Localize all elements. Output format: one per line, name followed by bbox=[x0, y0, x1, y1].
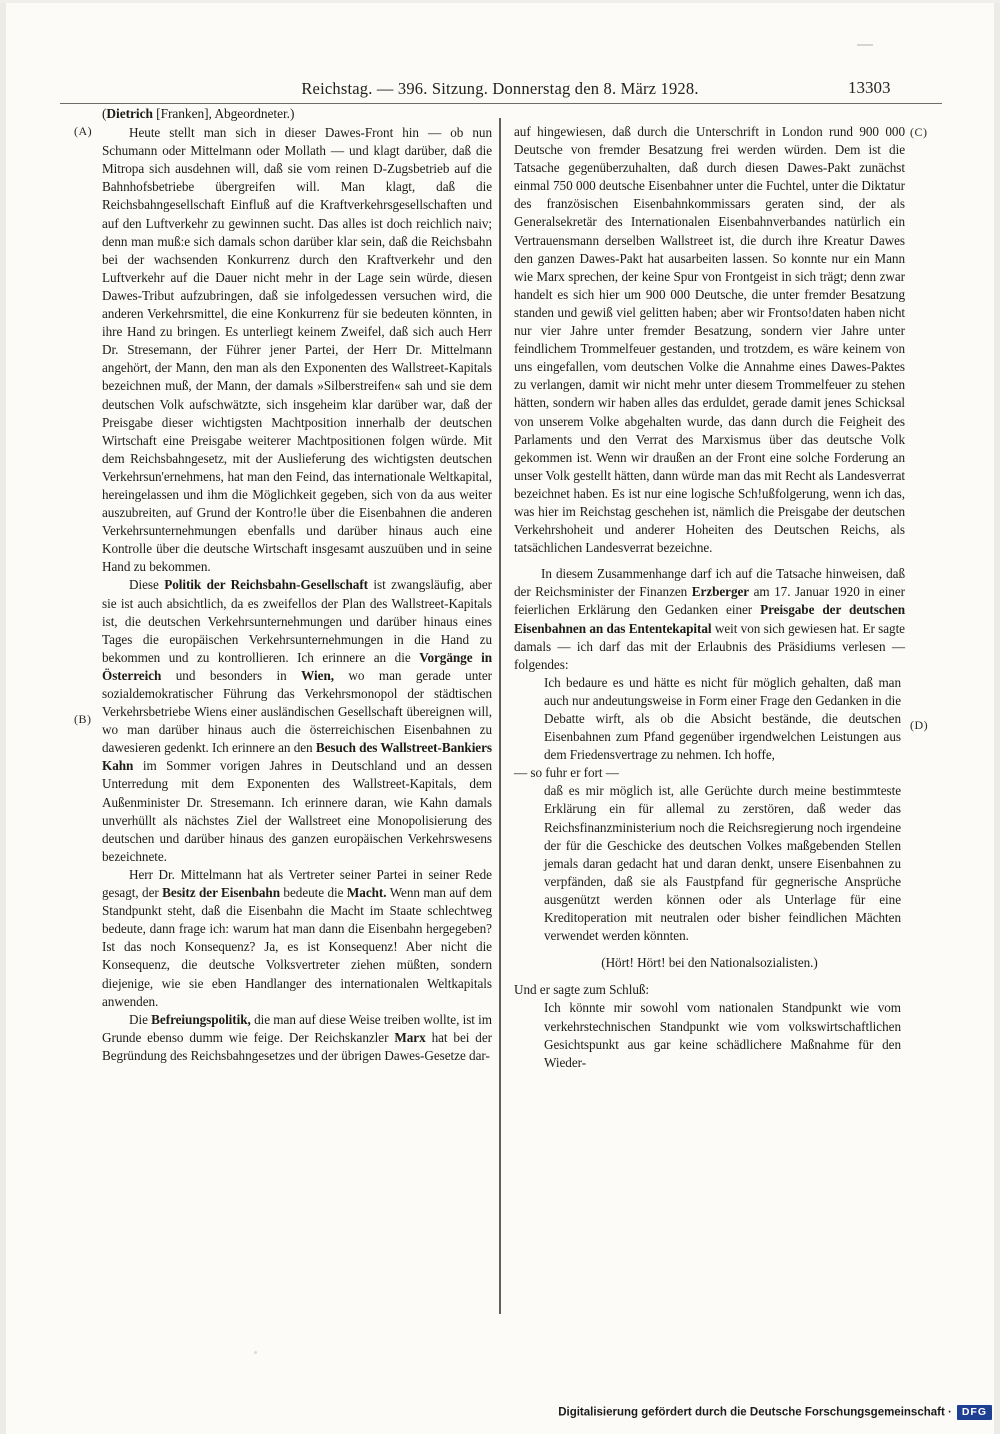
scan-artifact bbox=[857, 44, 873, 46]
margin-marker-d: (D) bbox=[910, 718, 929, 732]
paragraph: In diesem Zusammenhange darf ich auf die Tatsache hinweisen, daß der Reichsminister der Finanzen Erzberger am 17. Januar 1920 in einer feierlichen Erklärung den Gedanken einer Preisgabe der deutschen Eisenbahnen an das Ententekapital weit von sich gewiesen hat. Er sagte damals — ich darf das mit der Erlaubnis des Präsidiums verlesen — folgendes: bbox=[514, 566, 905, 672]
scan-edge-right bbox=[994, 0, 1000, 1434]
speech-line: — so fuhr er fort — bbox=[514, 765, 619, 781]
scan-edge-top bbox=[0, 0, 1000, 3]
paragraph: Herr Dr. Mittelmann hat als Vertreter seiner Partei in seiner Rede gesagt, der Besitz der Eisenbahn bedeute die Macht. Wenn man auf dem Standpunkt steht, daß die Eisenbahn die Macht im Staate schlechtweg bedeute, dann frage ich: warum hat man dann die Eisenbahn hergegeben? Ist das noch Konsequenz? Ja, es ist Konsequenz! Aber nicht die Konsequenz, die deutsche Volksvertreter ziehen müßten, sondern diejenige, wie sie eben Handlanger des internationalen Weltkapitals anwenden. bbox=[102, 866, 492, 1009]
text-column-left bbox=[102, 105, 492, 1065]
scan-edge-left bbox=[0, 0, 6, 1434]
quotation: daß es mir möglich ist, alle Gerüchte durch meine bestimmteste Erklärung ein für allemal zu zerstören, daß weder das Reichsfinanzministerium noch die Reichsregierung noch irgendeine der für die Geschicke des deutschen Volkes maßgebenden Stellen jemals daran gedacht hat und daran denkt, unsere Eisenbahnen zu verpfänden, daß sie als Faustpfand für gegnerische Ansprüche ausgenützt werden können oder als Unterlage für eine Kreditoperation mit neutralen oder bisher feindlichen Mächten verwendet werden könnten. bbox=[544, 783, 901, 944]
scan-artifact bbox=[254, 1351, 257, 1354]
quotation: Ich könnte mir sowohl vom nationalen Standpunkt wie vom verkehrstechnischen Standpunkt wie vom volkswirtschaftlichen Gesichtspunkt aus gar keine schädlichere Maßnahme für den Wieder- bbox=[544, 1000, 901, 1070]
paragraph: Die Befreiungspolitik, die man auf diese Weise treiben wollte, ist im Grunde ebenso dumm wie feige. Der Reichskanzler Marx hat bei der Begründung des Reichsbahngesetzes und der übrigen Dawes-Gesetze dar- bbox=[102, 1011, 493, 1063]
page-header-title: Reichstag. — 396. Sitzung. Donnerstag den 8. März 1928. bbox=[301, 79, 699, 98]
interjection: (Hört! Hört! bei den Nationalsozialisten.) bbox=[601, 955, 818, 971]
dfg-logo: DFG bbox=[957, 1405, 992, 1420]
speaker-note: (Dietrich [Franken], Abgeordneter.) bbox=[102, 106, 295, 121]
margin-marker-c: (C) bbox=[910, 125, 928, 139]
paragraph: Diese Politik der Reichsbahn-Gesellschaft ist zwangsläufig, aber sie ist auch absichtlich, da es zweifellos der Plan des Wallstreet-Kapitals ist, die deutschen Verkehrsunternehmungen und darüber hinaus eines Tages die europäischen Verkehrsunternehmungen in die Hand zu bekommen und zu kontrollieren. Ich erinnere an die Vorgänge in Österreich und besonders in Wien, wo man gerade unter sozialdemokratischer Führung das Verkehrsmonopol der städtischen Verkehrsbetriebe Wiens einer ausländischen Gesellschaft übereignen will, wo man darüber hinaus auch die österreichischen Eisenbahnen zu dawesieren gedenkt. Ich erinnere an den Besuch des Wallstreet-Bankiers Kahn im Sommer vorigen Jahres in Deutschland und an dessen Unterredung mit dem Exponenten des Wallstreet-Kapitals, dem Außenminister Dr. Stresemann. Ich erinnere daran, wie Kahn damals unverhüllt als nächstes Ziel der Wallstreet eine Monopolisierung des deutschen und darüber hinaus des ganzen europäischen Verkehrswesens bezeichnete. bbox=[102, 577, 492, 864]
page-number: 13303 bbox=[848, 78, 891, 97]
speech-line: Und er sagte zum Schluß: bbox=[514, 982, 650, 998]
margin-marker-a: (A) bbox=[74, 124, 93, 138]
digitization-credit bbox=[0, 1405, 992, 1420]
column-divider-rule bbox=[499, 118, 501, 1314]
paragraph: Heute stellt man sich in dieser Dawes-Front hin — ob nun Schumann oder Mittelmann oder Mollath — und klagt darüber, daß die Mitropa sich ausdehnen will, daß sie vom reinen D-Zugsbetrieb auf die Bahnhofsbetriebe übergreifen will. Man klagt, daß die Reichsbahngesellschaft Einfluß auf die Kraftverkehrsgesellschaften und auf den Luftverkehr zu gewinnen sucht. Das alles ist doch reichlich naiv; denn man muß:e sich damals schon darüber klar sein, daß die Reichsbahn bei der wachsenden Konkurrenz durch den Kraftverkehr und den Luftverkehr auf die Dauer nicht mehr in der Lage sein würde, diesen Dawes-Tribut aufzubringen, daß sie infolgedessen versuchen wird, die anderen Verkehrsmittel, die eine Konkurrenz für sie bedeuten könnten, in ihre Hand zu bringen. Es unterliegt keinem Zweifel, daß sich auch Herr Dr. Stresemann, der Führer jener Partei, der Herr Dr. Mittelmann angehört, der Mann, den man als den Exponenten des Wallstreet-Kapitals bezeichnen muß, der Mann, der damals »Silberstreifen« sah und sie dem deutschen Volk aufschwätzte, sich insgeheim klar darüber war, daß der Preisgabe dieser wichtigsten Machtposition innerhalb der deutschen Wirtschaft eine Preisgabe weiterer Machtpositionen folgen würde. Mit dem Reichsbahngesetz, mit der Auslieferung des wichtigsten deutschen Verkehrsun'ernehmens, hat man den Feind, das internationale Weltkapital, hereingelassen und ihm die Möglichkeit gegeben, sich von da aus weiter auszubreiten, auf Grund der Kontro!le über die Eisenbahnen die anderen Verkehrsunternehmungen ebenfalls und darüber hinaus auch eine Kontrolle über die deutsche Wirtschaft insgesamt auszuüben und in seine Hand zu bekommen. bbox=[102, 125, 492, 575]
text-column-right bbox=[514, 123, 905, 1072]
paragraph: auf hingewiesen, daß durch die Unterschrift in London rund 900 000 Deutsche von fremder Besatzung frei werden würden. Dem ist die Tatsache gegenüberzuhalten, daß durch diesen Dawes-Pakt zunächst einmal 750 000 deutsche Eisenbahner unter die Fuchtel, unter die Diktatur des französischen Eisenbahnkommissars geraten sind, der als Generalsekretär des Internationalen Eisenbahnverbandes natürlich ein Vertrauensmann derselben Wallstreet ist, die durch ihre Kreatur Dawes den ganzen Dawes-Pakt hat ausarbeiten lassen. So konnte nur ein Mann wie Marx sprechen, der keine Spur von Frontgeist in sich trägt; denn zwar handelt es sich hier um 900 000 Deutsche, die unter fremder Besatzung standen und gewiß viel gelitten haben; aber wir Frontso!daten haben nicht nur vier Jahre unter fremder Besatzung, sondern vier Jahre unter feindlichem Trommelfeuer gestanden, und trotzdem, es wäre keinem von uns eingefallen, vom deutschen Volke die Annahme eines Dawes-Paktes zu verlangen, damit wir nicht mehr unter diesem Trommelfeuer zu stehen hätten, sondern wir haben alles das erduldet, gerade damit jenes Schicksal von unserem Volke abgehalten wurde, das dann durch die Feigheit des Parlaments und den Verrat des Marxismus über das deutsche Volk gekommen ist. Wenn wir draußen an der Front eine solche Forderung an unser Volk gestellt hätten, dann würde man das mit Recht als Landesverrat bezeichnet haben. Es ist nur eine logische Sch!ußfolgerung, wenn ich das, was hier im Reichstag geschehen ist, nämlich die Preisgabe der deutschen Verkehrshoheit und anderer Hoheiten des Deutschen Reichs, als tatsächlichen Landesverrat bezeichne. bbox=[514, 124, 905, 556]
credit-text: Digitalisierung gefördert durch die Deutsche Forschungsgemeinschaft · bbox=[558, 1406, 952, 1419]
header-rule bbox=[60, 103, 942, 104]
quotation: Ich bedaure es und hätte es nicht für möglich gehalten, daß man auch nur andeutungsweise in Form einer Frage den Gedanken in die Debatte wirft, als ob die Absicht bestände, die deutschen Eisenbahnen zum Pfand gegenüber irgendwelchen Leistungen aus dem Friedensvertrage zu nehmen. Ich hoffe, bbox=[544, 674, 901, 763]
margin-marker-b: (B) bbox=[74, 712, 92, 726]
